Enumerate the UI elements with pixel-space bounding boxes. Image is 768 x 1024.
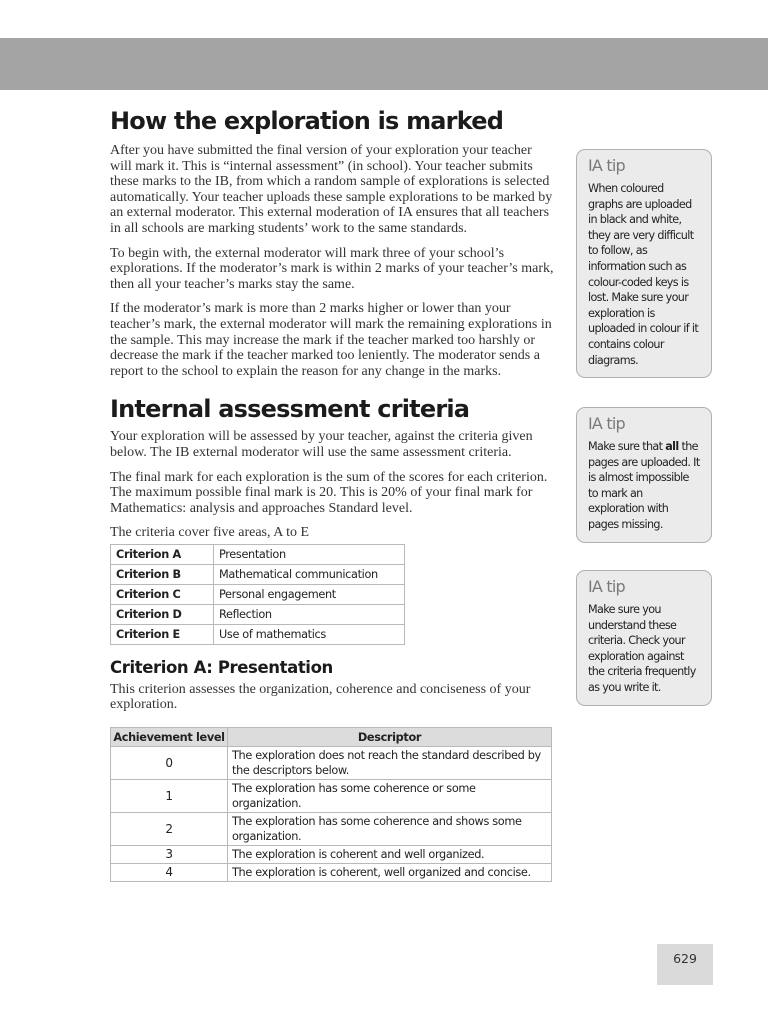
- tip-title: IA tip: [588, 414, 625, 433]
- table-row: [111, 846, 552, 864]
- criterion-name: Criterion C: [111, 584, 214, 604]
- descriptor: The exploration is coherent, well organized and concise.: [228, 864, 552, 882]
- paragraph: To begin with, the external moderator will mark three of your school’s explorations. If the moderator’s mark is within 2 marks of your teacher’s mark, then all your teacher’s marks stay the same.: [110, 245, 554, 292]
- criterion-description: Presentation: [214, 544, 405, 564]
- table-row: [111, 864, 552, 882]
- achievement-level: 0: [111, 747, 228, 780]
- paragraph: The criteria cover five areas, A to E: [110, 525, 310, 541]
- header-band: [0, 38, 768, 90]
- criteria-table: [110, 544, 405, 645]
- table-row: [111, 544, 405, 564]
- table-row: [111, 584, 405, 604]
- ia-tip-box-colour: [576, 149, 712, 378]
- descriptor: The exploration is coherent and well organized.: [228, 846, 552, 864]
- achievement-level: 4: [111, 864, 228, 882]
- column-header-level: Achievement level: [111, 728, 228, 747]
- main-column: [110, 105, 555, 882]
- criterion-description: Personal engagement: [214, 584, 405, 604]
- section-title-criteria: Internal assessment criteria: [110, 395, 470, 424]
- table-row: [111, 624, 405, 644]
- achievement-level: 2: [111, 813, 228, 846]
- page-number: 629: [657, 944, 713, 985]
- paragraph: This criterion assesses the organization, coherence and conciseness of your exploration.: [110, 681, 531, 713]
- tip-text-end: the pages are uploaded. It is almost impossible to mark an exploration with pages missing.: [588, 440, 700, 531]
- table-header-row: [111, 728, 552, 747]
- tip-title: IA tip: [588, 577, 625, 596]
- achievement-level: 3: [111, 846, 228, 864]
- criterion-description: Use of mathematics: [214, 624, 405, 644]
- table-row: [111, 813, 552, 846]
- table-row: [111, 604, 405, 624]
- tip-text: Make sure you understand these criteria. Check your exploration against the criteria frequently as you write it.: [588, 603, 696, 694]
- descriptor: The exploration does not reach the standard described by the descriptors below.: [228, 747, 552, 780]
- criterion-a-title: Criterion A: Presentation: [110, 657, 333, 677]
- tip-text-start: Make sure that: [588, 440, 663, 453]
- section-title-marking: How the exploration is marked: [110, 107, 504, 135]
- paragraph: The final mark for each exploration is the sum of the scores for each criterion. The maximum possible final mark is 20. This is 20% of your final mark for Mathematics: analysis and approaches Standard level.: [110, 469, 548, 516]
- table-row: [111, 780, 552, 813]
- descriptor: The exploration has some coherence or some organization.: [228, 780, 552, 813]
- tip-text: When coloured graphs are uploaded in black and white, they are very difficult to follow, as information such as colour-coded keys is lost. Make sure your exploration is uploaded in colour if it contains colour diagrams.: [588, 182, 699, 367]
- tip-text: [588, 439, 701, 533]
- criterion-name: Criterion B: [111, 564, 214, 584]
- paragraph: If the moderator’s mark is more than 2 marks higher or lower than your teacher’s mark, the external moderator will mark the remaining explorations in the sample. This may increase the mark if the teacher marked too harshly or decrease the mark if the teacher marked too leniently. The moderator sends a report to the school to explain the reason for any change in the marks.: [110, 301, 552, 379]
- descriptor: The exploration has some coherence and shows some organization.: [228, 813, 552, 846]
- tip-title: IA tip: [588, 156, 625, 175]
- ia-tip-box-pages: [576, 407, 712, 543]
- tip-emphasis: all: [665, 440, 679, 453]
- achievement-level: 1: [111, 780, 228, 813]
- ia-tip-box-criteria: [576, 570, 712, 706]
- criterion-name: Criterion D: [111, 604, 214, 624]
- criterion-description: Mathematical communication: [214, 564, 405, 584]
- criterion-name: Criterion E: [111, 624, 214, 644]
- paragraph: After you have submitted the final version of your exploration your teacher will mark it. This is “internal assessment” (in school). Your teacher submits these marks to the IB, from which a random sample of explorations is selected automatically. Your teacher uploads these sample explorations to be marked by an external moderator. This external moderation of IA ensures that all teachers in all schools are marking students’ work to the same standards.: [110, 143, 553, 236]
- achievement-table: [110, 727, 552, 882]
- table-row: [111, 747, 552, 780]
- criterion-description: Reflection: [214, 604, 405, 624]
- paragraph: Your exploration will be assessed by your teacher, against the criteria given below. The IB external moderator will use the same assessment criteria.: [110, 429, 533, 460]
- table-row: [111, 564, 405, 584]
- criterion-name: Criterion A: [111, 544, 214, 564]
- column-header-descriptor: Descriptor: [228, 728, 552, 747]
